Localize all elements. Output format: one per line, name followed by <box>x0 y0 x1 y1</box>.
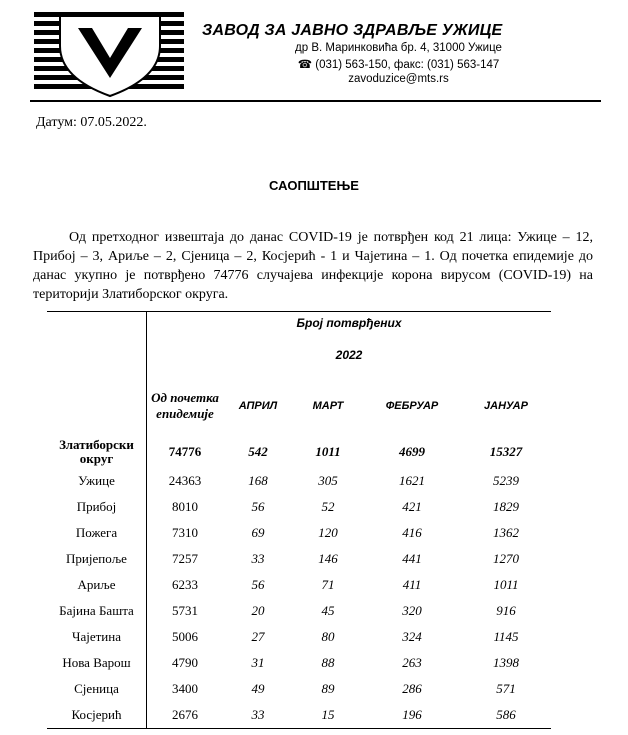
cell-january: 1011 <box>493 577 519 592</box>
municipality-name: Прибој <box>47 494 147 520</box>
table-row <box>47 546 551 572</box>
cell-january: 916 <box>496 603 516 618</box>
municipality-total: 2676 <box>147 702 224 729</box>
district-february: 4699 <box>399 444 425 459</box>
district-name: Златиборски округ <box>47 436 147 468</box>
header-february: ФЕБРУАР <box>385 400 439 412</box>
institute-phone-fax: ☎ (031) 563-150, факс: (031) 563-147 <box>297 59 500 71</box>
cell-march: 80 <box>321 629 335 644</box>
cell-april: 31 <box>251 655 265 670</box>
cell-january: 1270 <box>493 551 519 566</box>
table-row <box>47 650 551 676</box>
cell-april: 49 <box>251 681 265 696</box>
municipality-name: Бајина Башта <box>47 598 147 624</box>
year-header: 2022 <box>335 348 363 362</box>
district-january: 15327 <box>489 444 523 459</box>
cell-april: 27 <box>251 629 265 644</box>
cell-april: 56 <box>251 499 265 514</box>
header-divider <box>30 100 601 102</box>
document-heading: САОПШТЕЊЕ <box>269 178 359 193</box>
cell-march: 15 <box>293 702 363 729</box>
district-row <box>47 436 551 468</box>
municipality-total: 4790 <box>172 655 198 670</box>
header-march: МАРТ <box>312 400 344 412</box>
cell-april: 33 <box>223 702 293 729</box>
cell-march: 52 <box>321 499 335 514</box>
cell-january: 5239 <box>493 473 519 488</box>
cell-february: 263 <box>402 655 422 670</box>
municipality-name: Косјерић <box>47 702 147 729</box>
municipality-name: Ужице <box>47 468 147 494</box>
cell-april: 33 <box>251 551 265 566</box>
cell-april: 69 <box>251 525 265 540</box>
municipality-name: Чајетина <box>47 624 147 650</box>
table-row <box>47 624 551 650</box>
cell-february: 416 <box>402 525 422 540</box>
table-row <box>47 520 551 546</box>
header-since-start: Од почетка епидемије <box>151 390 219 421</box>
institute-name: ЗАВОД ЗА ЈАВНО ЗДРАВЉЕ УЖИЦЕ <box>202 22 503 39</box>
district-march: 1011 <box>315 444 341 459</box>
cell-february: 421 <box>402 499 422 514</box>
cell-april: 56 <box>251 577 265 592</box>
municipality-total: 6233 <box>172 577 198 592</box>
cell-march: 89 <box>321 681 335 696</box>
cell-january: 1398 <box>493 655 519 670</box>
cell-march: 71 <box>321 577 335 592</box>
district-total: 74776 <box>168 444 202 459</box>
announcement-text: Од претходног извештаја до данас COVID-19 је потврђен код 21 лица: Ужице – 12, Прибој – 3, Ариље – 2, Сјеница – 2, Косјерић - 1 и Чајетина – 1. Од почетка епидемије до данас укупно је потврђено 74776 случајева инфекције корона вирусом (COVID-19) на територији Златиборског округа. <box>33 230 593 302</box>
cell-january: 1145 <box>493 629 519 644</box>
district-april: 542 <box>248 444 268 459</box>
cases-table <box>47 311 551 729</box>
cell-february: 441 <box>402 551 422 566</box>
header-january: ЈАНУАР <box>484 400 528 412</box>
table-row <box>47 598 551 624</box>
cell-february: 286 <box>402 681 422 696</box>
cell-march: 120 <box>318 525 338 540</box>
municipality-name: Нова Варош <box>47 650 147 676</box>
municipality-name: Сјеница <box>47 676 147 702</box>
municipality-total: 8010 <box>172 499 198 514</box>
confirmed-group-title: Број потврђених <box>147 312 552 335</box>
cell-february: 411 <box>402 577 422 592</box>
municipality-name: Пријепоље <box>47 546 147 572</box>
municipality-total: 24363 <box>168 473 202 488</box>
cell-march: 88 <box>321 655 335 670</box>
table-row <box>47 494 551 520</box>
cell-march: 305 <box>318 473 338 488</box>
table-row <box>47 702 551 729</box>
table-row <box>47 468 551 494</box>
municipality-total: 7310 <box>172 525 198 540</box>
municipality-total: 5731 <box>172 603 198 618</box>
municipality-name: Ариље <box>47 572 147 598</box>
cell-february: 196 <box>363 702 461 729</box>
cell-january: 586 <box>461 702 551 729</box>
table-row <box>47 572 551 598</box>
document-date: Датум: 07.05.2022. <box>36 115 147 130</box>
institute-email: zavoduzice@mts.rs <box>348 73 449 85</box>
institute-logo <box>30 8 190 100</box>
cell-january: 571 <box>496 681 516 696</box>
cell-march: 146 <box>318 551 338 566</box>
municipality-total: 3400 <box>172 681 198 696</box>
cell-april: 168 <box>248 473 268 488</box>
cell-february: 1621 <box>399 473 425 488</box>
table-row <box>47 676 551 702</box>
cell-february: 320 <box>402 603 422 618</box>
cell-january: 1829 <box>493 499 519 514</box>
cell-march: 45 <box>321 603 335 618</box>
cell-january: 1362 <box>493 525 519 540</box>
cell-february: 324 <box>402 629 422 644</box>
institute-address: др В. Маринковића бр. 4, 31000 Ужице <box>295 42 502 54</box>
cell-april: 20 <box>251 603 265 618</box>
municipality-total: 7257 <box>172 551 198 566</box>
municipality-total: 5006 <box>172 629 198 644</box>
municipality-name: Пожега <box>47 520 147 546</box>
header-april: АПРИЛ <box>238 400 278 412</box>
